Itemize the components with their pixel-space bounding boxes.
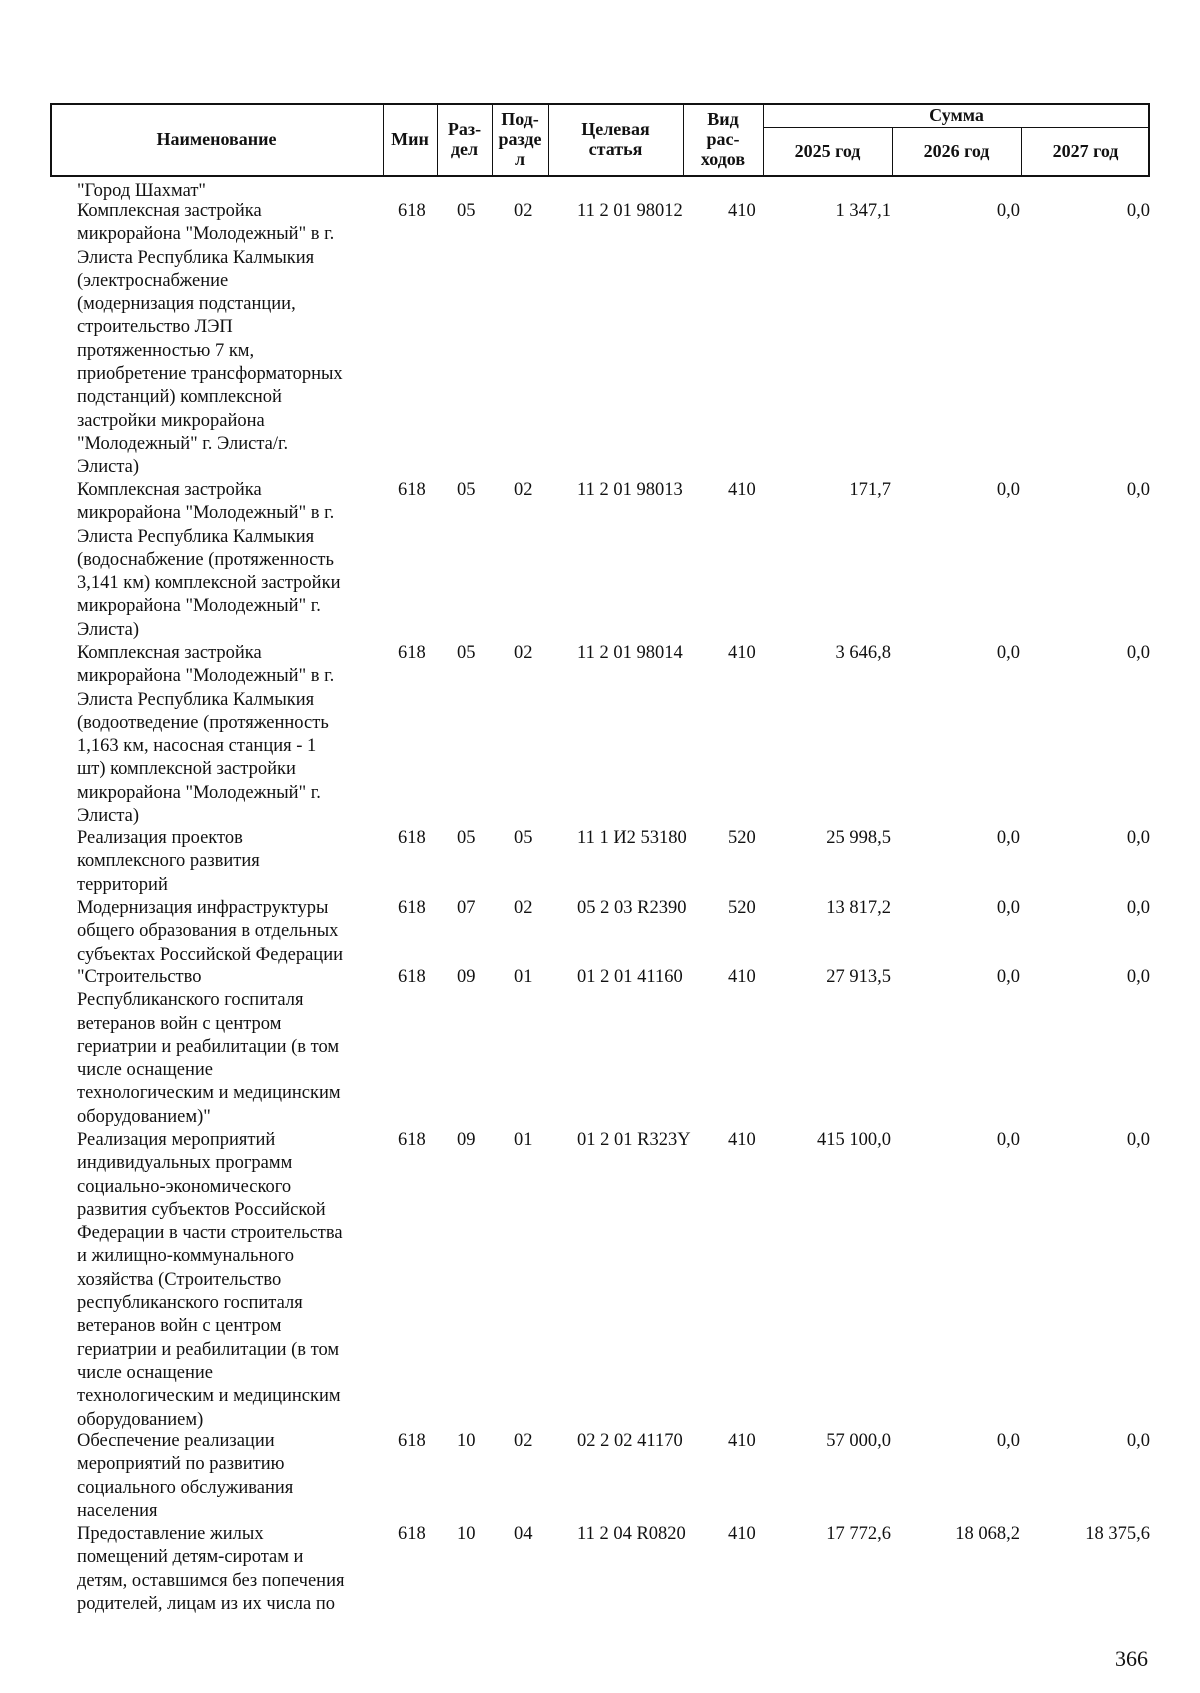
row-name-line: (водоотведение (протяженность <box>77 712 329 733</box>
row-name-line: мероприятий по развитию <box>77 1454 285 1475</box>
row-name-line: детям, оставшимся без попечения <box>77 1570 345 1591</box>
row-name-line: Элиста Республика Калмыкия <box>77 689 315 710</box>
row-name-line: Комплексная застройка <box>77 480 262 500</box>
row-name <box>77 1523 377 1616</box>
row-name-line: "Город Шахмат" <box>77 181 206 201</box>
row-sum-2025: 25 998,5 <box>826 828 891 848</box>
row-min: 618 <box>398 898 426 918</box>
row-min: 618 <box>398 480 426 500</box>
row-sum-2027: 0,0 <box>1126 1431 1150 1451</box>
page-number: 366 <box>1115 1646 1148 1671</box>
row-sum-2026: 0,0 <box>996 828 1020 848</box>
row-name-line: подстанций) комплексной <box>77 387 282 408</box>
header-min: Мин <box>391 129 429 149</box>
row-name-line: помещений детям-сиротам и <box>77 1547 304 1568</box>
row-sum-2026: 0,0 <box>996 1431 1020 1451</box>
row-vid-rashodov: 410 <box>728 967 756 987</box>
row-sum-2025: 13 817,2 <box>826 898 891 918</box>
row-podrazdel: 05 <box>514 828 533 848</box>
row-sum-2025: 27 913,5 <box>826 967 891 987</box>
header-2027: 2027 год <box>1052 141 1119 161</box>
row-name <box>77 642 377 828</box>
row-name-line: родителей, лицам из их числа по <box>77 1593 335 1614</box>
row-name-line: строительство ЛЭП <box>77 317 233 338</box>
row-name-line: Элиста) <box>77 806 139 827</box>
row-name-line: микрорайона "Молодежный" в г. <box>77 224 335 245</box>
row-name-line: технологическим и медицинским <box>77 1083 341 1104</box>
row-razdel: 05 <box>457 828 476 848</box>
header-2026: 2026 год <box>923 141 990 161</box>
row-podrazdel: 02 <box>514 643 533 663</box>
row-vid-rashodov: 520 <box>728 828 756 848</box>
row-name-line: (электроснабжение <box>77 270 229 291</box>
row-name-line: Элиста Республика Калмыкия <box>77 526 315 547</box>
row-name <box>77 200 377 480</box>
row-sum-2026: 18 068,2 <box>955 1524 1020 1544</box>
row-min: 618 <box>398 967 426 987</box>
row-sum-2025: 415 100,0 <box>817 1130 891 1150</box>
row-vid-rashodov: 410 <box>728 480 756 500</box>
row-vid-rashodov: 410 <box>728 1431 756 1451</box>
row-name-line: хозяйства (Строительство <box>77 1269 282 1290</box>
row-celevaya-statya: 11 2 01 98014 <box>577 643 683 663</box>
row-name-line: Комплексная застройка <box>77 643 262 663</box>
row-name-line: микрорайона "Молодежный" в г. <box>77 666 335 687</box>
row-name-line: Элиста Республика Калмыкия <box>77 247 315 268</box>
row-sum-2025: 17 772,6 <box>826 1524 891 1544</box>
row-name-line: Комплексная застройка <box>77 201 262 221</box>
row-sum-2027: 0,0 <box>1126 480 1150 500</box>
row-name-line: микрорайона "Молодежный" в г. <box>77 503 335 524</box>
row-vid-rashodov: 410 <box>728 201 756 221</box>
row-name-line: субъектах Российской Федерации <box>77 944 344 965</box>
row-name-line: социально-экономического <box>77 1176 292 1197</box>
row-name <box>77 1430 377 1523</box>
row-sum-2026: 0,0 <box>996 967 1020 987</box>
row-name <box>77 479 377 642</box>
row-podrazdel: 01 <box>514 1130 533 1150</box>
row-sum-2027: 0,0 <box>1126 1130 1150 1150</box>
row-name-line: индивидуальных программ <box>77 1153 293 1174</box>
row-razdel: 09 <box>457 1130 476 1150</box>
row-min: 618 <box>398 828 426 848</box>
row-name-line: общего образования в отдельных <box>77 921 339 942</box>
row-vid-rashodov: 410 <box>728 643 756 663</box>
row-name-line: микрорайона "Молодежный" г. <box>77 596 321 617</box>
row-podrazdel: 01 <box>514 967 533 987</box>
row-name-line: Республиканского госпиталя <box>77 990 304 1011</box>
row-sum-2025: 171,7 <box>849 480 891 500</box>
row-name-line: развития субъектов Российской <box>77 1199 326 1220</box>
row-name-line: республиканского госпиталя <box>77 1293 303 1314</box>
row-name-line: микрорайона "Молодежный" г. <box>77 782 321 803</box>
row-sum-2025: 1 347,1 <box>835 201 891 221</box>
row-min: 618 <box>398 1431 426 1451</box>
header-podrazdel: Под- разде л <box>498 109 542 169</box>
row-name-line: (водоснабжение (протяженность <box>77 549 334 570</box>
row-name-line: приобретение трансформаторных <box>77 364 343 385</box>
row-sum-2026: 0,0 <box>996 898 1020 918</box>
row-name <box>77 966 377 1129</box>
header-summa: Сумма <box>929 105 984 125</box>
row-razdel: 07 <box>457 898 476 918</box>
row-vid-rashodov: 520 <box>728 898 756 918</box>
row-sum-2026: 0,0 <box>996 643 1020 663</box>
row-name-line: технологическим и медицинским <box>77 1386 341 1407</box>
row-celevaya-statya: 11 1 И2 53180 <box>577 828 687 848</box>
row-vid-rashodov: 410 <box>728 1524 756 1544</box>
row-name-line: Модернизация инфраструктуры <box>77 898 329 918</box>
row-name-line: ветеранов войн с центром <box>77 1316 282 1337</box>
row-name-line: оборудованием) <box>77 1409 204 1430</box>
header-name: Наименование <box>156 129 277 149</box>
row-razdel: 09 <box>457 967 476 987</box>
row-name-line: и жилищно-коммунального <box>77 1246 294 1267</box>
row-celevaya-statya: 02 2 02 41170 <box>577 1431 683 1451</box>
row-podrazdel: 04 <box>514 1524 533 1544</box>
row-name-line: числе оснащение <box>77 1362 213 1383</box>
row-name-line: 3,141 км) комплексной застройки <box>77 573 341 594</box>
row-name-line: протяженностью 7 км, <box>77 340 255 361</box>
row-name-line: (модернизация подстанции, <box>77 294 296 315</box>
row-sum-2027: 0,0 <box>1126 201 1150 221</box>
row-razdel: 10 <box>457 1431 476 1451</box>
header-2025: 2025 год <box>794 141 861 161</box>
row-name-line: Обеспечение реализации <box>77 1431 275 1451</box>
row-podrazdel: 02 <box>514 1431 533 1451</box>
row-celevaya-statya: 11 2 04 R0820 <box>577 1524 686 1544</box>
row-celevaya-statya: 11 2 01 98012 <box>577 201 683 221</box>
row-podrazdel: 02 <box>514 898 533 918</box>
row-name-line: оборудованием)" <box>77 1106 211 1127</box>
row-name <box>77 1129 377 1432</box>
row-name-line: "Молодежный" г. Элиста/г. <box>77 433 289 454</box>
row-name-line: Элиста) <box>77 619 139 640</box>
row-celevaya-statya: 11 2 01 98013 <box>577 480 683 500</box>
row-sum-2027: 18 375,6 <box>1085 1524 1150 1544</box>
row-celevaya-statya: 01 2 01 R323Y <box>577 1130 691 1150</box>
row-name-line: Предоставление жилых <box>77 1524 264 1544</box>
row-sum-2027: 0,0 <box>1126 898 1150 918</box>
row-celevaya-statya: 05 2 03 R2390 <box>577 898 687 918</box>
row-vid-rashodov: 410 <box>728 1130 756 1150</box>
row-name-line: 1,163 км, насосная станция - 1 <box>77 736 317 757</box>
table-header <box>50 103 1150 177</box>
header-vid-rashodov: Вид рас- ходов <box>700 109 746 169</box>
row-razdel: 10 <box>457 1524 476 1544</box>
row-celevaya-statya: 01 2 01 41160 <box>577 967 683 987</box>
row-podrazdel: 02 <box>514 201 533 221</box>
row-name-line: комплексного развития <box>77 851 260 872</box>
row-podrazdel: 02 <box>514 480 533 500</box>
row-name-line: Федерации в части строительства <box>77 1223 343 1244</box>
row-sum-2027: 0,0 <box>1126 828 1150 848</box>
row-name-line: социального обслуживания <box>77 1477 294 1498</box>
row-name-line: гериатрии и реабилитации (в том <box>77 1036 340 1057</box>
header-razdel: Раз- дел <box>447 119 482 159</box>
row-name-line: ветеранов войн с центром <box>77 1013 282 1034</box>
row-name-line: территорий <box>77 874 168 895</box>
row-name-line: гериатрии и реабилитации (в том <box>77 1339 340 1360</box>
row-name-line: застройки микрорайона <box>77 410 265 431</box>
row-min: 618 <box>398 1524 426 1544</box>
row-name <box>77 897 377 967</box>
row-name-line: числе оснащение <box>77 1060 213 1081</box>
row-name-line: Реализация мероприятий <box>77 1130 276 1150</box>
row-name-line: Реализация проектов <box>77 828 243 848</box>
row-sum-2027: 0,0 <box>1126 967 1150 987</box>
row-razdel: 05 <box>457 643 476 663</box>
row-name-line: населения <box>77 1500 158 1521</box>
row-min: 618 <box>398 643 426 663</box>
row-sum-2025: 57 000,0 <box>826 1431 891 1451</box>
row-sum-2027: 0,0 <box>1126 643 1150 663</box>
row-razdel: 05 <box>457 201 476 221</box>
row-name-line: "Строительство <box>77 967 202 987</box>
row-min: 618 <box>398 1130 426 1150</box>
row-sum-2026: 0,0 <box>996 1130 1020 1150</box>
row-razdel: 05 <box>457 480 476 500</box>
row-name-line: шт) комплексной застройки <box>77 759 296 780</box>
row-sum-2025: 3 646,8 <box>835 643 891 663</box>
row-sum-2026: 0,0 <box>996 201 1020 221</box>
row-sum-2026: 0,0 <box>996 480 1020 500</box>
header-celevaya-statya: Целевая статья <box>581 119 650 159</box>
row-min: 618 <box>398 201 426 221</box>
row-name <box>77 827 377 897</box>
row-name-line: Элиста) <box>77 457 139 478</box>
